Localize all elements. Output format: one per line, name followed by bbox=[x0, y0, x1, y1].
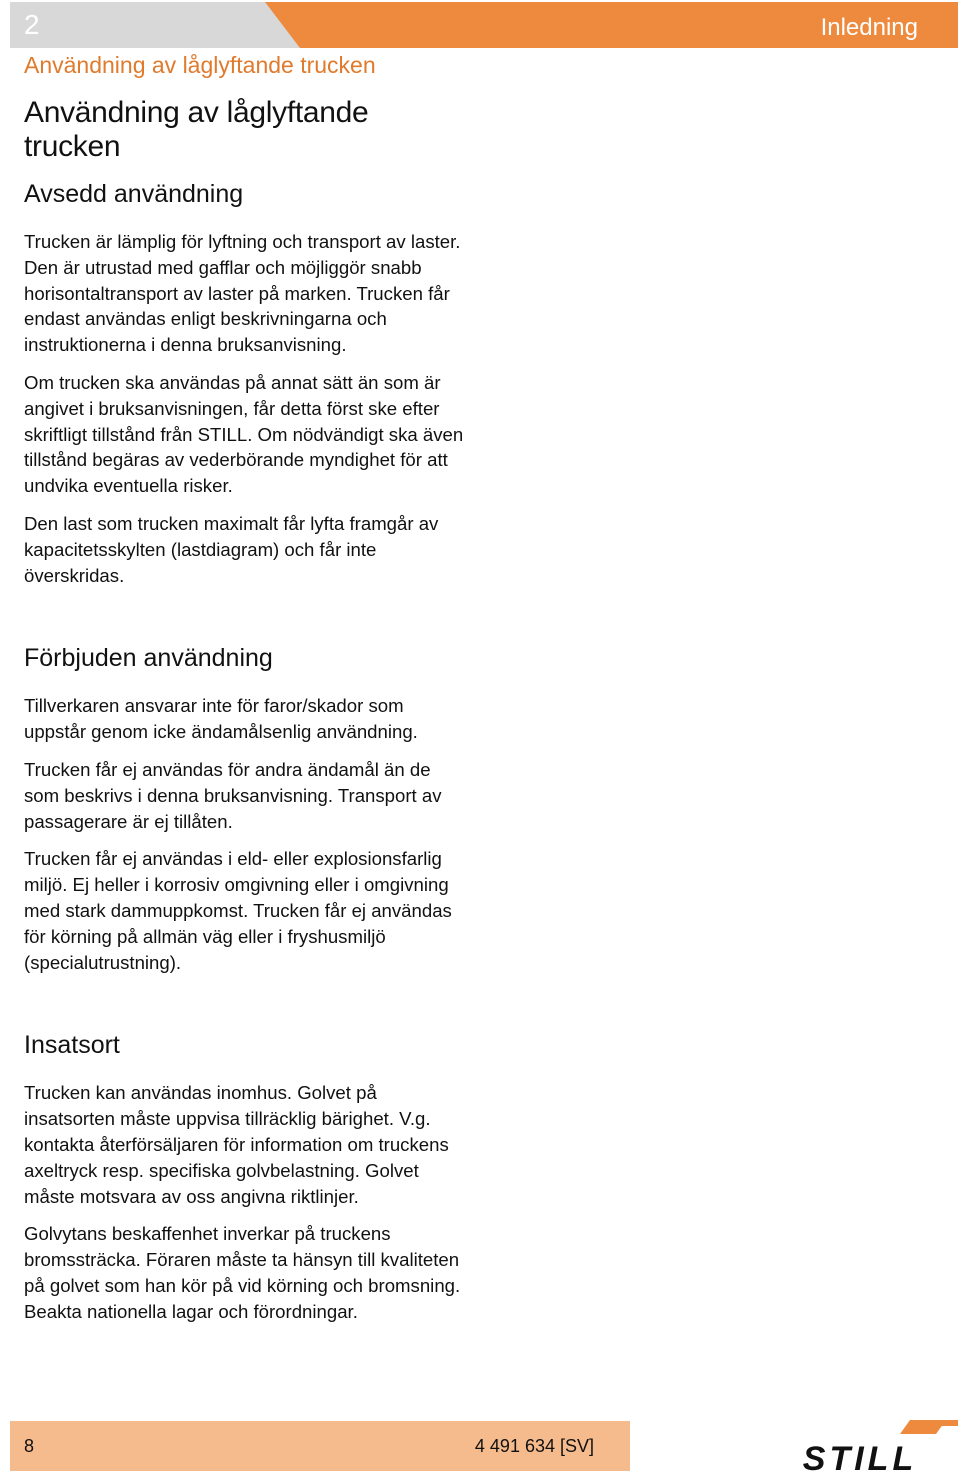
section-heading-avsedd: Avsedd användning bbox=[24, 180, 244, 208]
page-title: Användning av låglyftande trucken bbox=[24, 96, 369, 163]
section-heading-insatsort: Insatsort bbox=[24, 1031, 120, 1060]
footer-page-number: 8 bbox=[24, 1436, 35, 1456]
chapter-title: Inledning bbox=[820, 14, 918, 41]
paragraph: Om trucken ska användas på annat sätt än som är angivet i bruksanvisningen, får detta först ske efter skriftligt tillstånd från STILL. Om nödvändigt ska även tillstånd begäras av vederbörande myndighet för att undvika eventuella risker. bbox=[24, 371, 464, 497]
still-logo bbox=[760, 1418, 958, 1474]
paragraph: Den last som trucken maximalt får lyfta framgår av kapacitetsskylten (lastdiagram) och får inte överskridas. bbox=[24, 512, 439, 586]
header-bar-grey bbox=[10, 2, 310, 48]
paragraph: Trucken får ej användas i eld- eller explosionsfarlig miljö. Ej heller i korrosiv omgivning eller i omgivning med stark dammuppkomst. Trucken får ej användas för körning på allmän väg eller i fryshusmiljö (specialutrustning). bbox=[24, 848, 452, 973]
paragraph: Golvytans beskaffenhet inverkar på truckens bromssträcka. Föraren måste ta hänsyn till kvaliteten på golvet som han kör på vid körning och bromsning. Beakta nationella lagar och förordningar. bbox=[24, 1223, 461, 1322]
svg-text:STILL: STILL bbox=[802, 1440, 918, 1474]
paragraph: Trucken får ej användas för andra ändamål än de som beskrivs i denna bruksanvisning. Transport av passagerare är ej tillåten. bbox=[24, 758, 442, 832]
paragraph: Tillverkaren ansvarar inte för faror/skador som uppstår genom icke ändamålsenlig användning. bbox=[24, 695, 418, 743]
paragraph: Trucken kan användas inomhus. Golvet på insatsorten måste uppvisa tillräcklig bärighet. V.g. kontakta återförsäljaren för information om truckens axeltryck resp. specifiska golvbelastning. Golvet måste motsvara av oss angivna riktlinjer. bbox=[24, 1082, 449, 1207]
logo-stripe-2 bbox=[929, 1420, 958, 1426]
section-heading-forbjuden: Förbjuden användning bbox=[24, 644, 273, 673]
footer-document-number: 4 491 634 [SV] bbox=[474, 1436, 594, 1456]
chapter-number: 2 bbox=[24, 9, 40, 40]
paragraph: Trucken är lämplig för lyftning och transport av laster. Den är utrustad med gafflar och möjliggör snabb horisontaltransport av laster på marken. Trucken får endast användas enligt beskrivningarna och instruktionerna i denna bruksanvisning. bbox=[24, 231, 461, 356]
section-breadcrumb: Användning av låglyftande trucken bbox=[24, 52, 376, 78]
main-content bbox=[24, 96, 464, 1337]
